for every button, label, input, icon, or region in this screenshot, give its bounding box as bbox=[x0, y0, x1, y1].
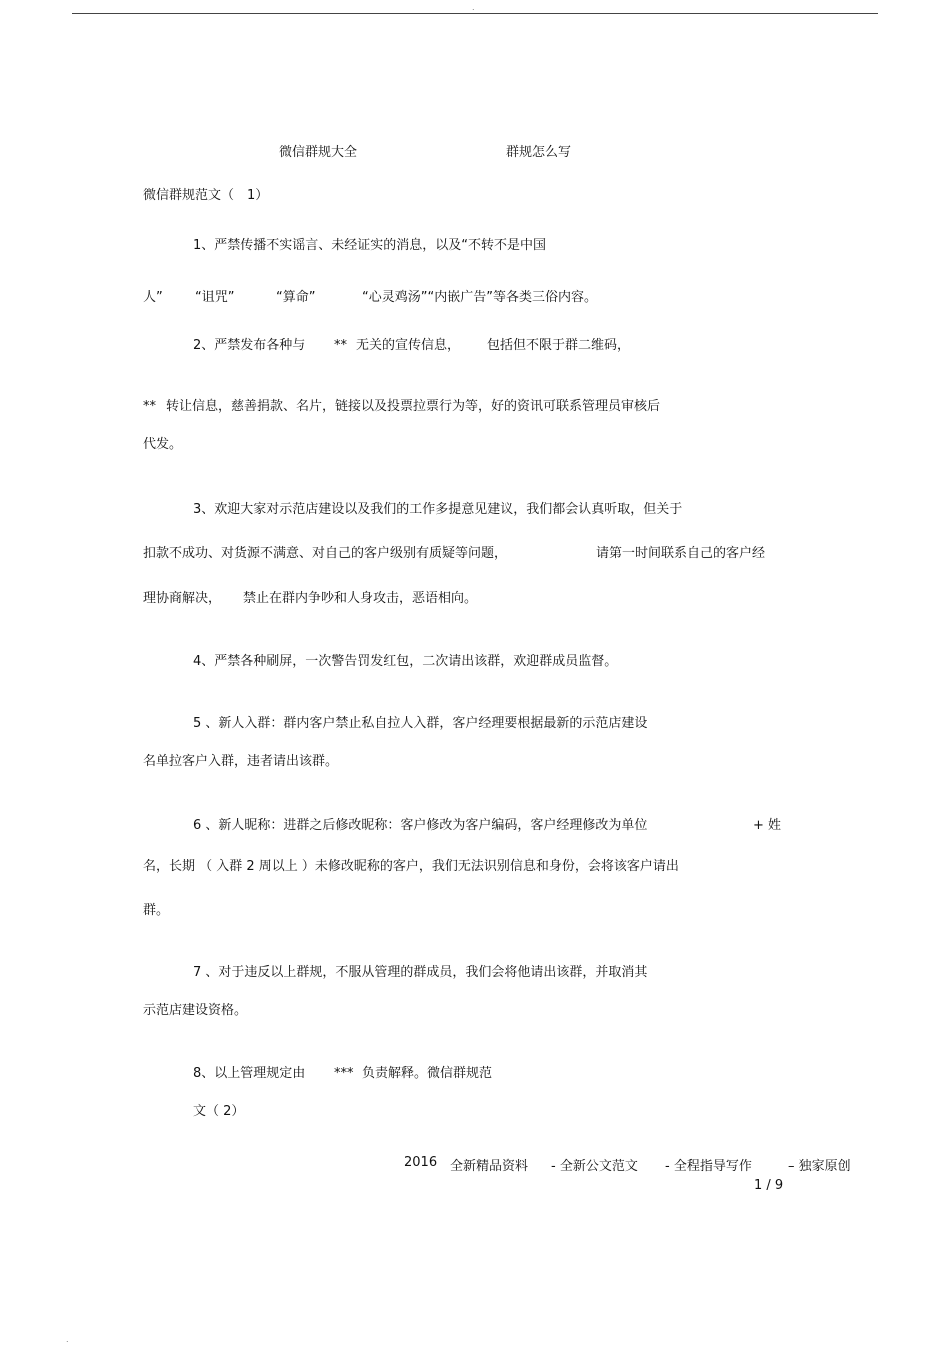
title-left: 微信群规大全 bbox=[279, 145, 358, 160]
rule-3-line-1: 3、欢迎大家对示范店建设以及我们的工作多提意见建议，我们都会认真听取，但关于 bbox=[193, 502, 683, 517]
rule-2-line-2-part-1: ** bbox=[143, 399, 156, 414]
rule-8-line-1-part-2: *** bbox=[334, 1066, 354, 1081]
footer-part-2: - 全新公文范文 bbox=[551, 1159, 638, 1174]
rule-5-line-2: 名单拉客户入群，违者请出该群。 bbox=[143, 754, 339, 769]
rule-1-line-1: 1、严禁传播不实谣言、未经证实的消息，以及“不转不是中国 bbox=[193, 238, 547, 253]
footer-dot: . bbox=[66, 1335, 69, 1344]
rule-2-line-2-part-2: 转让信息，慈善捐款、名片，链接以及投票拉票行为等，好的资讯可联系管理员审核后 bbox=[166, 399, 661, 414]
rule-2-line-1-part-1: 2、严禁发布各种与 bbox=[193, 338, 306, 353]
rule-6-line-3: 群。 bbox=[143, 903, 170, 918]
rule-1-line-2-part-3: “算命” bbox=[276, 290, 316, 305]
rule-3-line-3-part-2: 禁止在群内争吵和人身攻击，恶语相向。 bbox=[243, 591, 478, 606]
rule-4: 4、严禁各种刷屏，一次警告罚发红包，二次请出该群，欢迎群成员监督。 bbox=[193, 654, 618, 669]
rule-3-line-2-part-1: 扣款不成功、对货源不满意、对自己的客户级别有质疑等问题， bbox=[143, 546, 508, 561]
rule-3-line-3-part-1: 理协商解决， bbox=[143, 591, 222, 606]
footer-part-1: 全新精品资料 bbox=[450, 1159, 529, 1174]
section-heading: 微信群规范文（ 1） bbox=[143, 188, 269, 203]
footer-year: 2016 bbox=[404, 1155, 438, 1170]
rule-8-line-1-part-3: 负责解释。微信群规范 bbox=[362, 1066, 493, 1081]
rule-5-line-1: 5 、新人入群：群内客户禁止私自拉人入群，客户经理要根据最新的示范店建设 bbox=[193, 716, 648, 731]
header-rule bbox=[72, 13, 878, 14]
footer-part-3: - 全程指导写作 bbox=[665, 1159, 752, 1174]
rule-6-line-2: 名，长期 （ 入群 2 周以上 ）未修改昵称的客户，我们无法识别信息和身份，会将该客户请出 bbox=[143, 859, 679, 874]
rule-1-line-2-part-2: “诅咒” bbox=[195, 290, 235, 305]
title-right: 群规怎么写 bbox=[506, 145, 572, 160]
page-number: 1 / 9 bbox=[754, 1178, 784, 1193]
footer-part-4: – 独家原创 bbox=[788, 1159, 851, 1174]
rule-6-line-1-part-2: + 姓 bbox=[753, 818, 782, 833]
header-dot: . bbox=[472, 3, 475, 12]
rule-6-line-1-part-1: 6 、新人昵称：进群之后修改昵称：客户修改为客户编码，客户经理修改为单位 bbox=[193, 818, 648, 833]
rule-2-line-1-part-4: 包括但不限于群二维码， bbox=[487, 338, 631, 353]
rule-3-line-2-part-2: 请第一时间联系自己的客户经 bbox=[596, 546, 766, 561]
rule-2-line-1-part-3: 无关的宣传信息， bbox=[356, 338, 461, 353]
rule-8-line-2: 文（ 2） bbox=[193, 1104, 245, 1119]
rule-7-line-1: 7 、对于违反以上群规，不服从管理的群成员，我们会将他请出该群，并取消其 bbox=[193, 965, 648, 980]
rule-2-line-1-part-2: ** bbox=[334, 338, 347, 353]
rule-7-line-2: 示范店建设资格。 bbox=[143, 1003, 248, 1018]
rule-2-line-3: 代发。 bbox=[143, 437, 183, 452]
rule-1-line-2-part-4: “心灵鸡汤”“内嵌广告”等各类三俗内容。 bbox=[362, 290, 597, 305]
rule-8-line-1-part-1: 8、以上管理规定由 bbox=[193, 1066, 306, 1081]
rule-1-line-2-part-1: 人” bbox=[143, 290, 163, 305]
